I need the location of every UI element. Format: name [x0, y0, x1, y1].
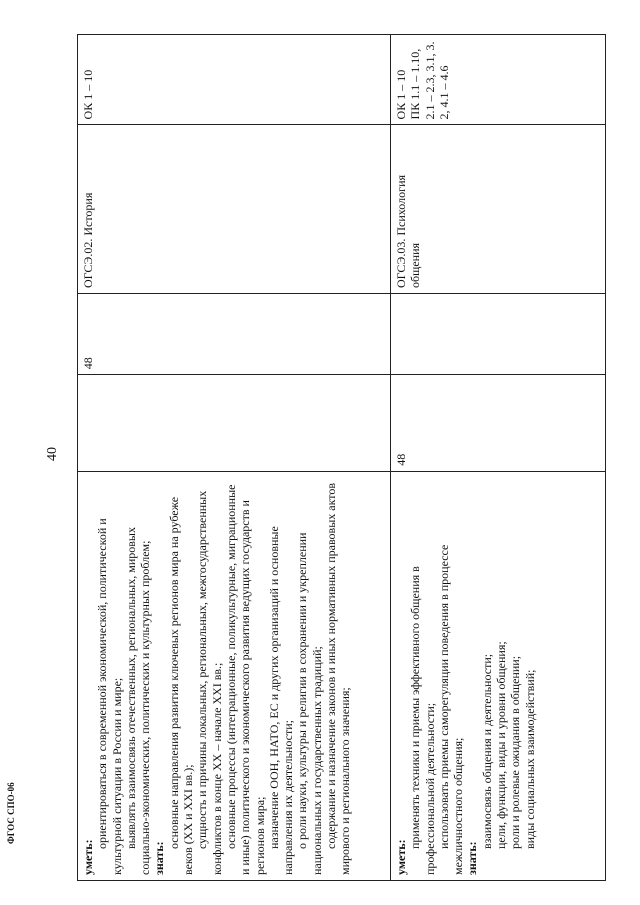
knowledge-item: основные направления развития ключевых регионов мира на рубеже веков (XX и XXI вв.);	[166, 496, 196, 875]
competency-item: ОК 1 – 10	[394, 69, 408, 120]
hours-cell	[391, 294, 606, 375]
knowledge-item: виды социальных взаимодействий;	[522, 669, 537, 849]
knowledge-item: роли и ролевые ожидания в общении;	[508, 655, 523, 849]
description-cell	[78, 471, 391, 880]
knowledge-item: сущность и причины локальных, региональных, межгосударственных конфликтов в конце XX – начале XXI вв.;	[195, 490, 224, 875]
skills-label: уметь:	[81, 839, 95, 875]
knowledge-item: основные процессы (интеграционные, поликультурные, миграционные и иные) политического и экономического развития ведущих государств и регионов мира;	[223, 484, 267, 875]
knowledge-item: содержание и назначение законов и иных нормативных правовых актов мирового и регионального значения;	[324, 482, 353, 875]
competencies-cell	[78, 35, 391, 125]
knowledge-item: назначение ООН, НАТО, ЕС и других организаций и основные направления их деятельности;	[266, 526, 296, 875]
knowledge-item: цели, функции, виды и уровни общения;	[494, 641, 509, 849]
competency-table	[77, 34, 606, 881]
footer-stamp: ФГОС СПО-06	[6, 782, 16, 844]
discipline-cell: ОГСЭ.03. Психология общения	[391, 125, 606, 294]
total-hours-cell	[78, 375, 391, 471]
knowledge-label: знать:	[465, 841, 480, 875]
discipline-cell: ОГСЭ.02. История	[78, 125, 391, 294]
skill-item: использовать приемы саморегуляции поведения в процессе межличностного общения;	[436, 544, 466, 875]
knowledge-label: знать:	[152, 841, 167, 875]
knowledge-item: взаимосвязь общения и деятельности;	[479, 653, 494, 849]
knowledge-item: о роли науки, культуры и религии в сохранении и укреплении национальных и государственных традиций;	[295, 532, 324, 875]
skill-item: выявлять взаимосвязь отечественных, региональных, мировых социально-экономических, политических и культурных проблем;	[123, 527, 153, 875]
skill-item: ориентироваться в современной экономической, политической и культурной ситуации в России и мире;	[95, 518, 124, 875]
table-row	[391, 35, 606, 881]
competency-item: ОК 1 – 10	[81, 69, 95, 120]
competencies-cell	[391, 35, 606, 125]
skills-label: уметь:	[394, 839, 408, 875]
hours-cell: 48	[78, 294, 391, 375]
description-cell	[391, 471, 606, 880]
competency-item: ПК 1.1 – 1.10, 2.1 – 2.3, 3.1, 3. 2, 4.1 – 4.6	[408, 41, 451, 120]
rotated-table-wrapper	[77, 34, 585, 881]
table-row	[78, 35, 391, 881]
total-hours-cell: 48	[391, 375, 606, 471]
page-number: 40	[45, 447, 60, 461]
skill-item: применять техники и приемы эффективного общения в профессиональной деятельности;	[408, 566, 437, 875]
